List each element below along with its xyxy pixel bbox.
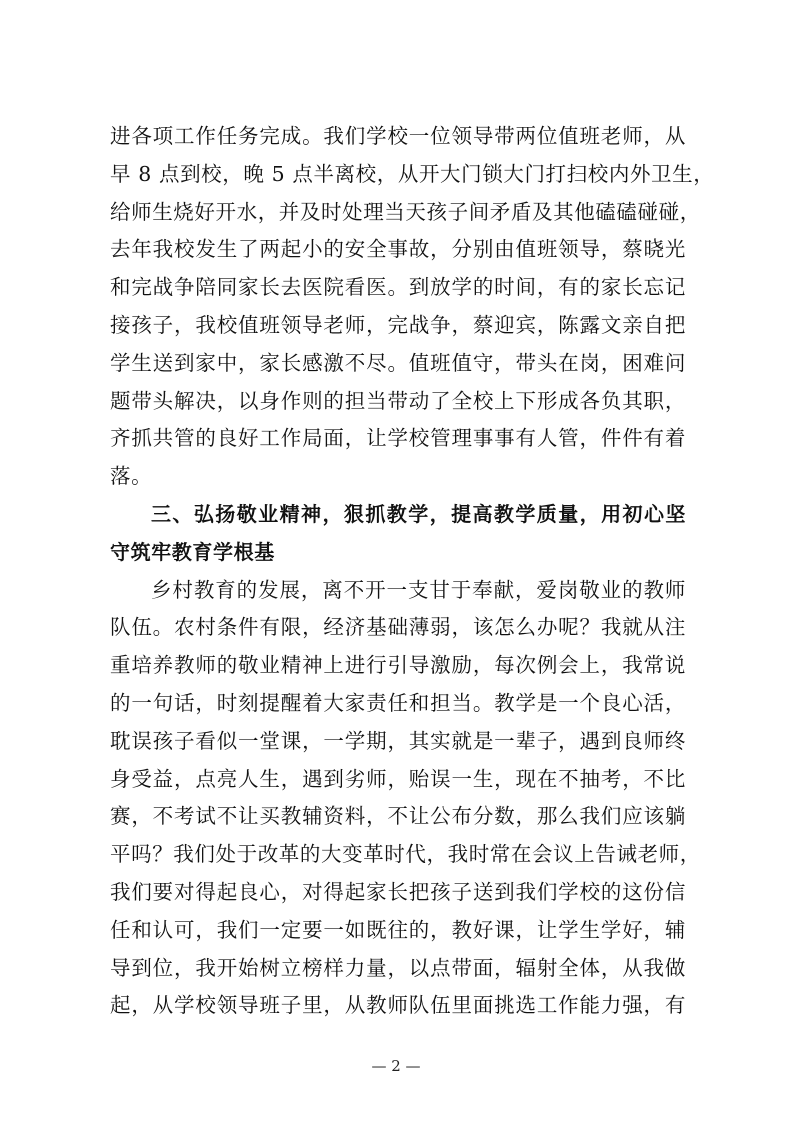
body-text-line: 题带头解决，以身作则的担当带动了全校上下形成各负其职， [110,388,686,413]
body-text-line: 重培养教师的敬业精神上进行引导激励，每次例会上，我常说 [110,653,686,678]
body-text-line: 起，从学校领导班子里，从教师队伍里面挑选工作能力强，有 [110,993,686,1018]
body-text-line: 齐抓共管的良好工作局面，让学校管理事事有人管，件件有着 [110,426,686,451]
section-heading-line: 守筑牢教育学根基 [110,539,275,564]
body-text-line: 导到位，我开始树立榜样力量，以点带面，辐射全体，从我做 [110,955,686,980]
body-text-line: 和完战争陪同家长去医院看医。到放学的时间，有的家长忘记 [110,275,686,300]
body-text-line: 任和认可，我们一定要一如既往的，教好课，让学生学好，辅 [110,917,686,942]
body-text-line: 接孩子，我校值班领导老师，完战争，蔡迎宾，陈露文亲自把 [110,313,686,337]
body-text-line: 去年我校发生了两起小的安全事故，分别由值班领导，蔡晓光 [110,237,686,262]
body-text-line: 我们要对得起良心，对得起家长把孩子送到我们学校的这份信 [110,880,686,904]
body-text-line: 早 8 点到校，晚 5 点半离校，从开大门锁大门打扫校内外卫生， [110,161,715,186]
body-text-line: 队伍。农村条件有限，经济基础薄弱，该怎么办呢？我就从注 [110,615,686,640]
body-text-line: 平吗？我们处于改革的大变革时代，我时常在会议上告诫老师， [110,842,701,867]
body-text-line: 进各项工作任务完成。我们学校一位领导带两位值班老师，从 [110,124,686,148]
section-heading-line: 三、弘扬敬业精神，狠抓教学，提高教学质量，用初心坚 [151,502,686,526]
body-text-line: 的一句话，时刻提醒着大家责任和担当。教学是一个良心活， [110,691,686,715]
body-text-line: 给师生烧好开水，并及时处理当天孩子间矛盾及其他磕磕碰碰， [110,199,701,224]
body-text-line: 乡村教育的发展，离不开一支甘于奉献，爱岗敬业的教师 [151,577,686,602]
body-text-line: 赛，不考试不让买教辅资料，不让公布分数，那么我们应该躺 [110,804,686,829]
body-text-line: 落。 [110,464,153,489]
body-text-line: 耽误孩子看似一堂课，一学期，其实就是一辈子，遇到良师终 [110,728,686,753]
body-text-line: 身受益，点亮人生，遇到劣师，贻误一生，现在不抽考，不比 [110,766,686,791]
page-number: — 2 — [371,1057,421,1075]
body-text-line: 学生送到家中，家长感激不尽。值班值守，带头在岗，困难问 [110,350,686,375]
